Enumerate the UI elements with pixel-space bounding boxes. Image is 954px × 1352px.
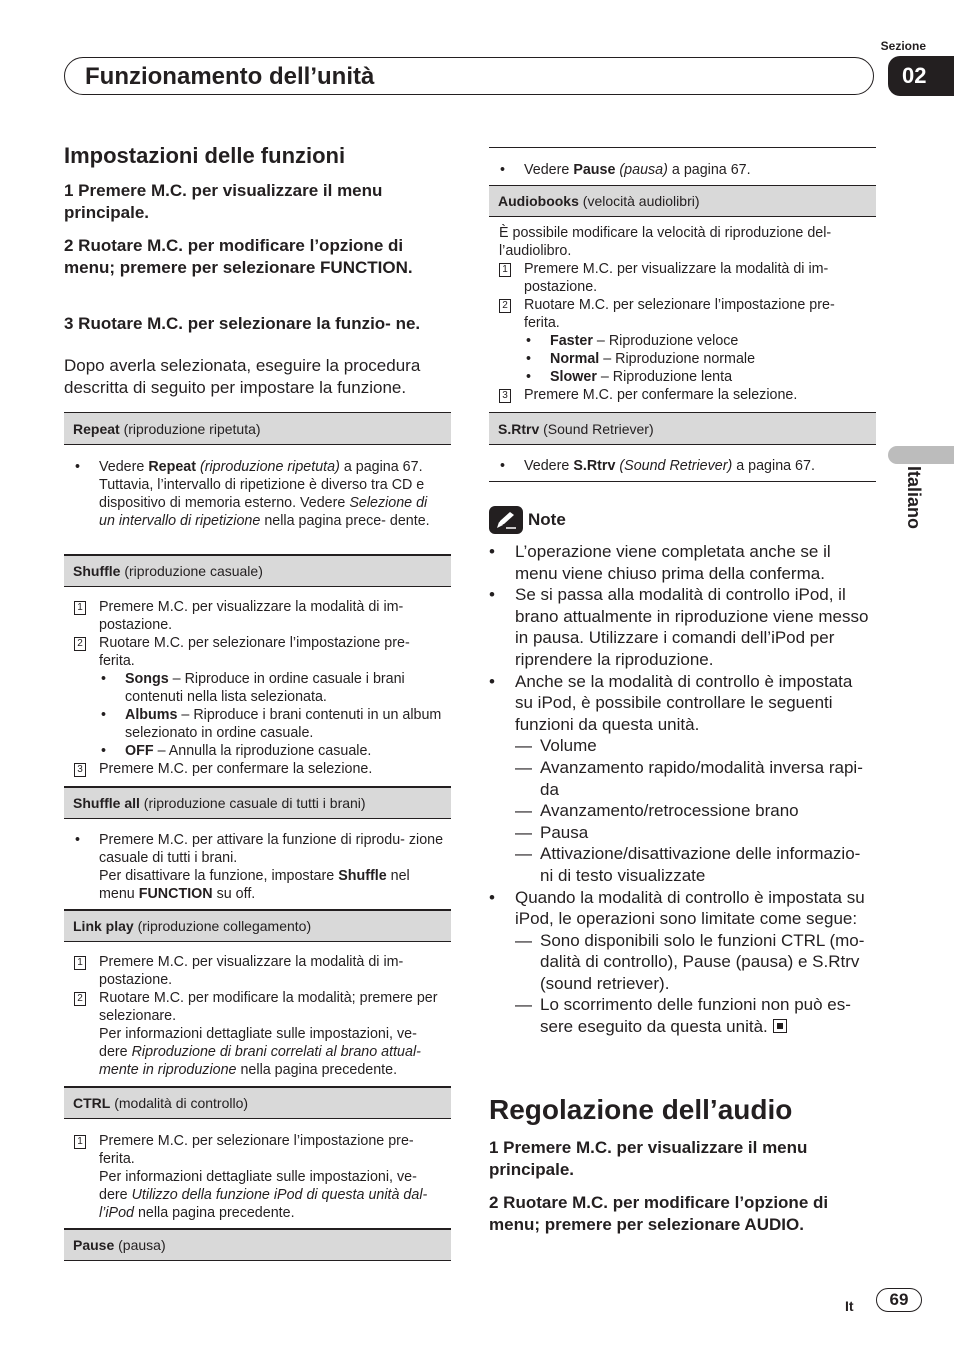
shuffle-header: Shuffle (riproduzione casuale) (64, 555, 451, 587)
audiobooks-body: È possibile modificare la velocità di riproduzione del- l’audiolibro. 1 Premere M.C. per visualizzare la modalità di im- postazione. 2 Ruotare M.C. per selezionare l’impostazione pre- ferita. • Faster – Riproduzione veloce • Normal – Riproduzione normale • Slower – Riproduzione lenta 3 Premere M.C. per confermare la selezione. (489, 217, 876, 413)
shuffle-option-off: • OFF – Annulla la riproduzione casuale. (101, 743, 372, 759)
pause-body: • Vedere Pause (pausa) a pagina 67. (489, 147, 876, 186)
link-play-body: 1 Premere M.C. per visualizzare la modalità di im- postazione. 2 Ruotare M.C. per modificare la modalità; premere per selezionare. Per informazioni dettagliate sulle impostazioni, ve- dere Riproduzione di brani correlati al brano attual- mente in riproduzione nella pagina precedente. (64, 942, 451, 1087)
pause-header: Pause (pausa) (64, 1229, 451, 1261)
note-heading: Note (489, 506, 566, 534)
section-number-badge: 02 (888, 56, 954, 96)
srtrv-header: S.Rtrv (Sound Retriever) (489, 413, 876, 445)
language-code: It (845, 1298, 854, 1314)
shuffle-option-songs: • Songs – Riproduce in ordine casuale i brani contenuti nella lista selezionata. (101, 671, 405, 705)
audiobooks-header: Audiobooks (velocità audiolibri) (489, 186, 876, 217)
page-number: 69 (876, 1288, 922, 1312)
shuffle-body (64, 587, 451, 787)
pencil-icon (489, 506, 523, 534)
shuffle-all-body: • Premere M.C. per attivare la funzione di riprodu- zione casuale di tutti i brani. Per disattivare la funzione, impostare Shuffle nel menu FUNCTION su off. (64, 819, 451, 910)
section-label: Sezione (880, 39, 926, 53)
shuffle-step-1: 1 Premere M.C. per visualizzare la modalità di im- postazione. (64, 598, 451, 634)
audio-step-2: 2 Ruotare M.C. per modificare l’opzione di menu; premere per selezionare AUDIO. (489, 1193, 829, 1234)
page-header (64, 57, 874, 95)
ctrl-body: 1 Premere M.C. per selezionare l’impostazione pre- ferita. Per informazioni dettagliate sulle impostazioni, ve- dere Utilizzo della funzione iPod di questa unità dal- l’iPod nella pagina precedente. (64, 1119, 451, 1229)
audio-step-1: 1 Premere M.C. per visualizzare il menu principale. (489, 1138, 808, 1179)
note-item: • L’operazione viene completata anche se il menu viene chiuso prima della conferma. (489, 542, 831, 583)
end-mark-icon (773, 1019, 787, 1033)
language-tab: Italiano (904, 466, 924, 530)
repeat-header: Repeat (riproduzione ripetuta) (64, 412, 451, 445)
note-list: • L’operazione viene completata anche se il menu viene chiuso prima della conferma. • Se si passa alla modalità di controllo iPod, il brano attualmente in riproduzione viene messo in pausa. Utilizzare i comandi dell’iPod per riprendere la riproduzione. • Anche se la modalità di controllo è impostata su iPod, è possibile controllare le seguenti funzioni da questa unità. — Volume — Avanzamento rapido/modalità inversa rapi- da — Avanzamento/retrocessione brano — Pausa — Attivazione/disattivazione delle informazio- ni di testo visualizzate • Quando la modalità di controllo è impostata su iPod, le operazioni sono limitate come segue: — Sono disponibili solo le funzioni CTRL (mo- dalità di controllo), Pause (pausa) e S.Rtrv (sound retriever). — Lo scorrimento delle funzioni non può es- sere eseguito da questa unità. (489, 541, 876, 1038)
shuffle-all-header: Shuffle all (riproduzione casuale di tutti i brani) (64, 787, 451, 819)
note-item: • Anche se la modalità di controllo è impostata su iPod, è possibile controllare le seguenti funzioni da questa unità. (489, 671, 853, 734)
step-3: 3 Ruotare M.C. per selezionare la funzio- ne. (64, 314, 421, 333)
shuffle-step-3: 3 Premere M.C. per confermare la selezione. (64, 760, 451, 778)
page-title: Funzionamento dell’unità (85, 63, 375, 90)
step-3-body: Dopo averla selezionata, eseguire la procedura descritta di seguito per impostare la funzione. (64, 356, 421, 397)
repeat-body: • Vedere Repeat (riproduzione ripetuta) a pagina 67. Tuttavia, l’intervallo di ripetizione è diverso tra CD e dispositivo di memoria esterno. Vedere Selezione di un intervallo di ripetizione nella pagina prece- dente. (64, 445, 451, 555)
shuffle-step-2: 2 Ruotare M.C. per selezionare l’impostazione pre- ferita. (64, 634, 451, 670)
srtrv-body: • Vedere S.Rtrv (Sound Retriever) a pagina 67. (489, 445, 876, 482)
section-heading: Impostazioni delle funzioni (64, 143, 346, 168)
language-tab-marker (888, 446, 954, 464)
note-item: • Quando la modalità di controllo è impostata su iPod, le operazioni sono limitate come segue: (489, 887, 865, 929)
step-2: 2 Ruotare M.C. per modificare l’opzione di menu; premere per selezionare FUNCTION. (64, 236, 413, 277)
note-item: • Se si passa alla modalità di controllo iPod, il brano attualmente in riproduzione viene messo in pausa. Utilizzare i comandi dell’iPod per riprendere la riproduzione. (489, 585, 869, 669)
audio-heading: Regolazione dell’audio (489, 1094, 793, 1125)
repeat-text: Vedere Repeat (riproduzione ripetuta) a pagina 67. Tuttavia, l’intervallo di ripetizione è diverso tra CD e dispositivo di memoria esterno. Vedere Selezione di un intervallo di ripetizione nella pagina prece- dente. (99, 459, 430, 529)
shuffle-option-albums: • Albums – Riproduce i brani contenuti in un album selezionato in ordine casuale. (101, 707, 442, 741)
link-play-header: Link play (riproduzione collegamento) (64, 910, 451, 942)
step-1: 1 Premere M.C. per visualizzare il menu principale. (64, 181, 383, 222)
ctrl-header: CTRL (modalità di controllo) (64, 1087, 451, 1119)
